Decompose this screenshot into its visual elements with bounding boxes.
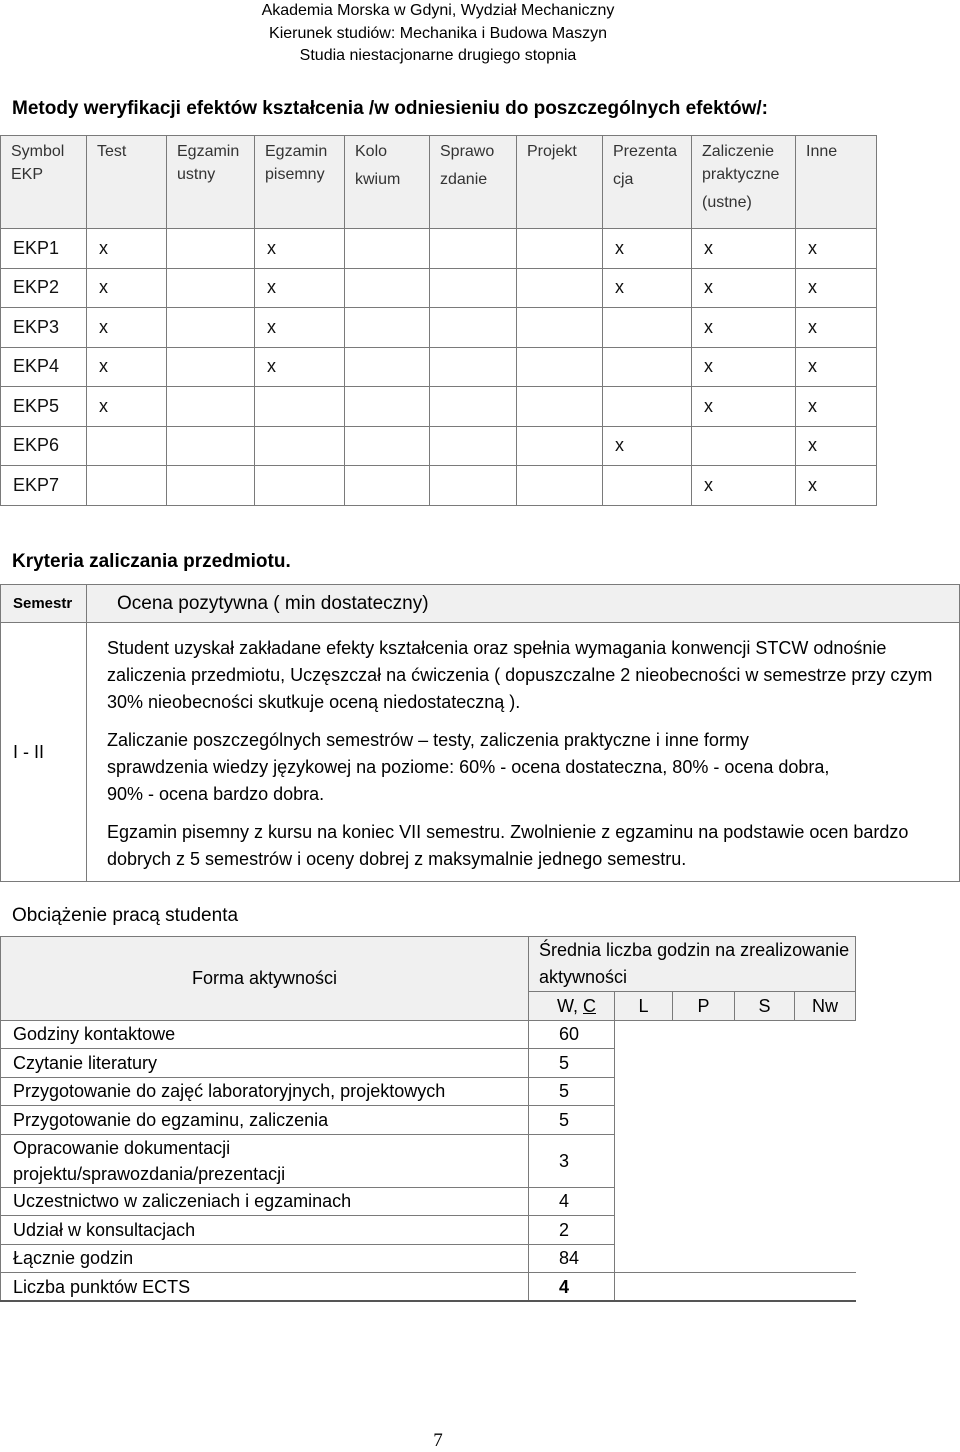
method-mark <box>345 426 430 466</box>
empty-cell <box>673 1244 735 1273</box>
empty-cell <box>735 1134 795 1187</box>
method-mark: x <box>87 229 167 269</box>
table-row <box>1 426 877 466</box>
table-row <box>1 1020 856 1049</box>
activity-label: Uczestnictwo w zaliczeniach i egzaminach <box>1 1187 529 1216</box>
method-mark <box>517 466 603 506</box>
empty-cell <box>615 1244 673 1273</box>
method-mark <box>345 229 430 269</box>
col-written-exam: Egzamin pisemny <box>255 136 345 229</box>
empty-cell <box>735 1106 795 1135</box>
empty-cell <box>795 1134 856 1187</box>
ekp-symbol: EKP5 <box>1 387 87 427</box>
empty-cell <box>795 1244 856 1273</box>
activity-hours: 3 <box>529 1134 615 1187</box>
method-mark: x <box>255 268 345 308</box>
method-mark <box>603 308 692 348</box>
empty-cell <box>795 1049 856 1078</box>
method-mark: x <box>796 229 877 269</box>
empty-cell <box>615 1273 673 1302</box>
table-row <box>1 1216 856 1245</box>
empty-cell <box>795 1077 856 1106</box>
empty-cell <box>615 1049 673 1078</box>
table-row <box>1 387 877 427</box>
method-mark: x <box>255 347 345 387</box>
method-mark <box>517 387 603 427</box>
ekp-symbol: EKP2 <box>1 268 87 308</box>
empty-cell <box>673 1106 735 1135</box>
method-mark <box>167 387 255 427</box>
table-row <box>1 1077 856 1106</box>
criteria-paragraph: Egzamin pisemny z kursu na koniec VII semestru. Zwolnienie z egzaminu na podstawie ocen bardzo dobrych z 5 semestrów i oceny dobrej z maksymalnie jednego semestru. <box>107 822 909 869</box>
methods-header-row <box>1 136 877 229</box>
method-mark <box>87 426 167 466</box>
method-mark: x <box>87 268 167 308</box>
method-mark <box>345 308 430 348</box>
empty-cell <box>615 1106 673 1135</box>
criteria-table <box>0 584 960 882</box>
method-mark <box>517 347 603 387</box>
col-symbol: Symbol EKP <box>1 136 87 229</box>
method-mark: x <box>255 229 345 269</box>
method-mark <box>430 229 517 269</box>
sub-nw: Nw <box>795 992 856 1021</box>
criteria-paragraph: Zaliczanie poszczególnych semestrów – testy, zaliczenia praktyczne i inne formy sprawdzenia wiedzy językowej na poziome: 60% - ocena dostateczna, 80% - ocena dobra, 90% - ocena bardzo dobra. <box>107 730 830 804</box>
activity-label: Łącznie godzin <box>1 1244 529 1273</box>
method-mark: x <box>796 466 877 506</box>
method-mark <box>167 268 255 308</box>
empty-cell <box>795 1273 856 1302</box>
empty-cell <box>735 1187 795 1216</box>
table-row <box>1 1273 856 1302</box>
method-mark <box>255 387 345 427</box>
empty-cell <box>673 1134 735 1187</box>
empty-cell <box>673 1020 735 1049</box>
method-mark <box>167 347 255 387</box>
method-mark <box>255 426 345 466</box>
col-colloquium: Kolo kwium <box>345 136 430 229</box>
method-mark <box>430 387 517 427</box>
header-line-3: Studia niestacjonarne drugiego stopnia <box>299 47 577 64</box>
table-row <box>1 229 877 269</box>
activity-hours: 5 <box>529 1106 615 1135</box>
method-mark <box>87 466 167 506</box>
method-mark <box>517 229 603 269</box>
method-mark: x <box>796 347 877 387</box>
method-mark <box>167 426 255 466</box>
table-row <box>1 1134 856 1187</box>
method-mark <box>430 426 517 466</box>
method-mark <box>430 347 517 387</box>
ekp-symbol: EKP3 <box>1 308 87 348</box>
table-row <box>1 466 877 506</box>
method-mark <box>167 308 255 348</box>
col-report: Sprawo zdanie <box>430 136 517 229</box>
activity-hours: 2 <box>529 1216 615 1245</box>
empty-cell <box>735 1077 795 1106</box>
activity-hours: 4 <box>529 1273 615 1302</box>
method-mark: x <box>603 268 692 308</box>
ekp-symbol: EKP1 <box>1 229 87 269</box>
method-mark: x <box>87 387 167 427</box>
method-mark <box>167 466 255 506</box>
empty-cell <box>735 1049 795 1078</box>
header-line-1: Akademia Morska w Gdyni, Wydział Mechaniczny <box>261 2 615 19</box>
activity-hours: 4 <box>529 1187 615 1216</box>
header-line-2: Kierunek studiów: Mechanika i Budowa Maszyn <box>269 24 607 42</box>
methods-table <box>0 135 877 506</box>
ekp-symbol: EKP6 <box>1 426 87 466</box>
empty-cell <box>615 1216 673 1245</box>
methods-heading: Metody weryfikacji efektów kształcenia /w odniesieniu do poszczególnych efektów/: <box>12 98 768 119</box>
method-mark <box>167 229 255 269</box>
method-mark <box>430 268 517 308</box>
empty-cell <box>735 1244 795 1273</box>
table-row <box>1 1244 856 1273</box>
empty-cell <box>673 1049 735 1078</box>
table-row <box>1 1049 856 1078</box>
empty-cell <box>673 1187 735 1216</box>
semester-header: Semestr <box>1 585 87 623</box>
criteria-heading: Kryteria zaliczania przedmiotu. <box>12 551 291 572</box>
method-mark: x <box>692 387 796 427</box>
table-row <box>1 308 877 348</box>
empty-cell <box>795 1187 856 1216</box>
table-row <box>1 347 877 387</box>
method-mark: x <box>796 308 877 348</box>
ekp-symbol: EKP7 <box>1 466 87 506</box>
document-header <box>0 0 876 68</box>
activity-label: Liczba punktów ECTS <box>1 1273 529 1302</box>
method-mark: x <box>692 466 796 506</box>
activity-label: Opracowanie dokumentacji projektu/sprawozdania/prezentacji <box>1 1134 529 1187</box>
sub-l: L <box>615 992 673 1021</box>
activity-hours: 5 <box>529 1077 615 1106</box>
sub-s: S <box>735 992 795 1021</box>
sub-wc: W, C <box>529 992 615 1021</box>
positive-grade-header: Ocena pozytywna ( min dostateczny) <box>87 585 960 623</box>
activity-hours: 5 <box>529 1049 615 1078</box>
criteria-paragraph: Student uzyskał zakładane efekty kształcenia oraz spełnia wymagania konwencji STCW odnośnie zaliczenia przedmiotu, Uczęszczał na ćwiczenia ( dopuszczalne 2 nieobecności w semestrze przy czym 30% nieobecności skutkuje oceną niedostateczną ). <box>107 638 933 712</box>
ekp-symbol: EKP4 <box>1 347 87 387</box>
method-mark: x <box>692 347 796 387</box>
method-mark <box>517 426 603 466</box>
col-presentation: Prezenta cja <box>603 136 692 229</box>
semester-value: I - II <box>1 623 87 882</box>
table-row <box>1 1187 856 1216</box>
activity-label: Udział w konsultacjach <box>1 1216 529 1245</box>
activity-hours: 84 <box>529 1244 615 1273</box>
method-mark <box>603 387 692 427</box>
activity-label: Czytanie literatury <box>1 1049 529 1078</box>
method-mark: x <box>87 347 167 387</box>
method-mark <box>255 466 345 506</box>
table-row <box>1 268 877 308</box>
hours-header: Średnia liczba godzin na zrealizowanie aktywności <box>529 937 856 992</box>
empty-cell <box>615 1134 673 1187</box>
activity-hours: 60 <box>529 1020 615 1049</box>
col-oral-exam: Egzamin ustny <box>167 136 255 229</box>
empty-cell <box>735 1020 795 1049</box>
method-mark <box>430 308 517 348</box>
empty-cell <box>795 1020 856 1049</box>
workload-table <box>0 936 856 1302</box>
col-test: Test <box>87 136 167 229</box>
empty-cell <box>615 1187 673 1216</box>
activity-label: Przygotowanie do egzaminu, zaliczenia <box>1 1106 529 1135</box>
method-mark <box>430 466 517 506</box>
activity-label: Przygotowanie do zajęć laboratoryjnych, projektowych <box>1 1077 529 1106</box>
method-mark: x <box>796 387 877 427</box>
method-mark: x <box>796 426 877 466</box>
method-mark <box>345 268 430 308</box>
empty-cell <box>735 1273 795 1302</box>
empty-cell <box>673 1077 735 1106</box>
method-mark: x <box>255 308 345 348</box>
empty-cell <box>673 1273 735 1302</box>
page-number: 7 <box>433 1430 443 1451</box>
activity-label: Godziny kontaktowe <box>1 1020 529 1049</box>
method-mark <box>603 466 692 506</box>
method-mark: x <box>692 268 796 308</box>
col-practical: Zaliczenie praktyczne (ustne) <box>692 136 796 229</box>
form-header: Forma aktywności <box>1 937 529 1021</box>
method-mark: x <box>796 268 877 308</box>
method-mark <box>517 308 603 348</box>
method-mark: x <box>692 229 796 269</box>
col-other: Inne <box>796 136 877 229</box>
method-mark <box>517 268 603 308</box>
empty-cell <box>615 1020 673 1049</box>
method-mark: x <box>603 229 692 269</box>
method-mark <box>345 466 430 506</box>
col-project: Projekt <box>517 136 603 229</box>
method-mark <box>345 387 430 427</box>
method-mark: x <box>87 308 167 348</box>
method-mark: x <box>603 426 692 466</box>
empty-cell <box>795 1106 856 1135</box>
method-mark <box>345 347 430 387</box>
method-mark: x <box>692 308 796 348</box>
table-row <box>1 1106 856 1135</box>
empty-cell <box>615 1077 673 1106</box>
empty-cell <box>673 1216 735 1245</box>
empty-cell <box>795 1216 856 1245</box>
method-mark <box>603 347 692 387</box>
sub-p: P <box>673 992 735 1021</box>
workload-heading: Obciążenie pracą studenta <box>12 905 239 926</box>
criteria-text <box>87 623 960 882</box>
method-mark <box>692 426 796 466</box>
empty-cell <box>735 1216 795 1245</box>
